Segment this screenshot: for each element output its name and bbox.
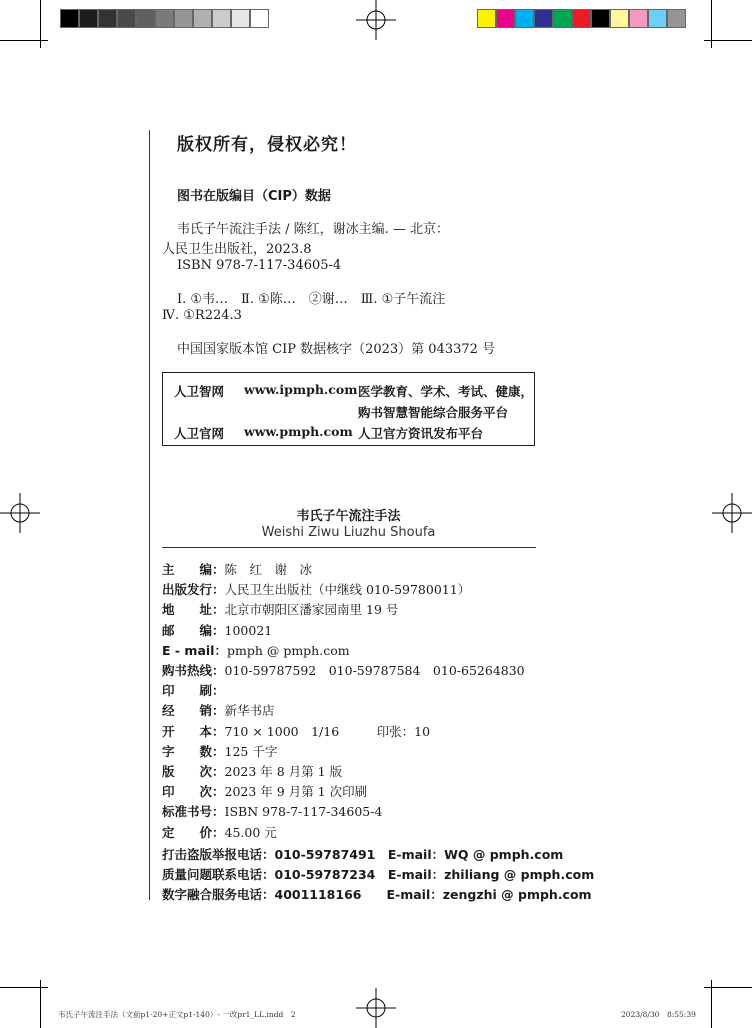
colophon-value: 北京市朝阳区潘家园南里 19 号 [224,602,399,618]
site-name: 人卫官网 [174,426,225,441]
book-title-pinyin: Weishi Ziwu Liuzhu Shoufa [261,525,436,540]
colophon-row [162,560,312,578]
colophon-row [162,701,275,719]
colophon-value: 45.00 元 [224,824,277,840]
cip-line: 韦氏子午流注手法 / 陈红，谢冰主编. — 北京： [177,222,450,237]
color-swatch [648,9,667,28]
colophon-key: 版 次： [162,764,225,779]
registration-mark-icon [356,0,396,40]
colophon-key: 地 址： [162,602,225,618]
color-swatch [553,9,572,28]
colophon-row [162,742,277,760]
cip-line: Ⅰ. ①韦… Ⅱ. ①陈… ②谢… Ⅲ. ①子午流注 [177,292,446,307]
colophon-key: E - mail： [162,642,227,658]
color-swatch [174,9,193,28]
timestamp-slug: 2023/8/30 8:55:39 [621,1010,696,1019]
contact-line: 数字融合服务电话：4001118166 E-mail：zengzhi @ pmph.com [162,887,592,902]
contact-line: 质量问题联系电话：010-59787234 E-mail：zhiliang @ pmph.com [162,867,595,882]
color-swatch [477,9,496,28]
color-swatch [667,9,686,28]
color-swatch [136,9,155,28]
color-swatch [591,9,610,28]
color-swatch [231,9,250,28]
colophon-value: 陈 红 谢 冰 [224,562,313,577]
color-swatch [610,9,629,28]
colophon-value: 人民卫生出版社（中继线 010-59780011） [224,582,471,598]
colophon-key: 邮 编： [162,622,225,638]
colophon-key: 印 刷： [162,683,225,699]
color-swatch [193,9,212,28]
registration-mark-icon [712,493,752,533]
crop-mark [0,987,48,988]
colophon-key: 定 价： [162,824,225,840]
book-title: 韦氏子午流注手法 [296,509,401,524]
colophon-key: 主 编： [162,562,225,577]
colophon-value: 710 × 1000 1/16 印张：10 [224,723,431,739]
color-swatch [629,9,648,28]
copyright-notice: 版权所有，侵权必究！ [177,135,357,155]
colophon-row [162,782,367,800]
crop-mark [0,40,48,41]
color-swatch [572,9,591,28]
colophon-key: 印 次： [162,784,225,800]
grayscale-color-bar [60,9,269,29]
colophon-row [162,823,277,841]
colophon-value: 010-59787592 010-59787584 010-65264830 [224,663,525,678]
color-swatch [60,9,79,28]
cip-heading: 图书在版编目（CIP）数据 [177,189,331,204]
site-description: 购书智慧智能综合服务平台 [358,405,509,420]
colophon-key: 标准书号： [162,804,225,820]
registration-mark-icon [356,988,396,1028]
colophon-row [162,802,382,820]
color-swatch [496,9,515,28]
colophon-key: 出版发行： [162,582,225,598]
colophon-row [162,681,225,699]
cip-line: Ⅳ. ①R224.3 [162,308,242,323]
file-slug: 韦氏子午流注手法（文前p1-20+正文p1-140）- 一改pr1_LL.indd 2 [58,1010,296,1019]
page-edge-rule [149,130,150,900]
site-description: 人卫官方资讯发布平台 [358,426,484,441]
colophon-row [162,621,272,639]
color-swatch [79,9,98,28]
colophon-row [162,641,350,659]
colophon-value: pmph @ pmph.com [226,642,350,658]
site-url: www.ipmph.com [244,382,358,397]
color-swatch [98,9,117,28]
process-color-bar [477,9,686,29]
colophon-key: 开 本： [162,723,225,739]
cip-line: 人民卫生出版社，2023.8 [162,242,312,257]
colophon-row [162,600,398,618]
registration-mark-icon [0,493,40,533]
colophon-value: 2023 年 9 月第 1 次印刷 [224,784,368,800]
colophon-value: 125 千字 [224,743,278,759]
contact-line: 打击盗版举报电话：010-59787491 E-mail：WQ @ pmph.com [162,847,564,862]
title-rule [162,547,536,548]
colophon-value: 100021 [224,622,273,638]
colophon-row [162,762,342,780]
crop-mark [704,987,752,988]
colophon-value: ISBN 978-7-117-34605-4 [224,804,383,820]
colophon-value: 2023 年 8 月第 1 版 [224,764,343,779]
colophon-key: 字 数： [162,743,225,759]
colophon-value: 新华书店 [224,703,275,719]
colophon-key: 经 销： [162,703,225,719]
color-swatch [534,9,553,28]
crop-mark [704,40,752,41]
colophon-row [162,580,470,598]
site-name: 人卫智网 [174,384,225,399]
color-swatch [117,9,136,28]
cip-line: ISBN 978-7-117-34605-4 [177,258,342,273]
color-swatch [212,9,231,28]
site-url: www.pmph.com [244,424,353,439]
color-swatch [155,9,174,28]
colophon-key: 购书热线： [162,663,225,678]
cip-line: 中国国家版本馆 CIP 数据核字（2023）第 043372 号 [177,342,496,357]
color-swatch [515,9,534,28]
colophon-row [162,722,430,740]
color-swatch [250,9,269,28]
colophon-row [162,661,525,679]
site-description: 医学教育、学术、考试、健康， [358,384,534,399]
